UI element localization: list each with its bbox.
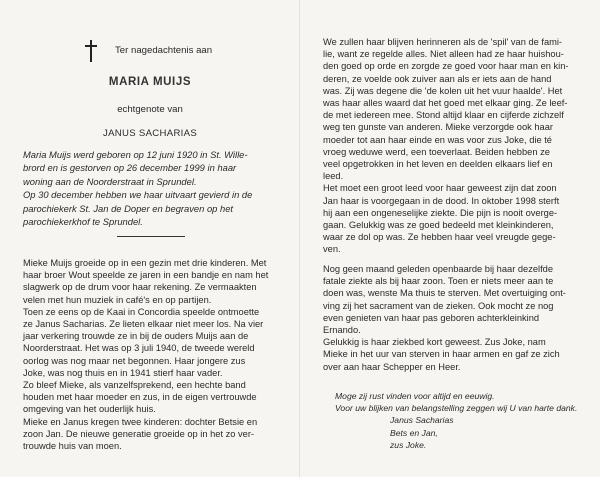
facts-line: parochiekerk St. Jan de Doper en begraven op het (23, 202, 234, 214)
biography-left (23, 257, 268, 452)
bio-line: fatale ziekte als bij haar zoon. Toen er niets meer aan te (323, 276, 554, 287)
bio-line: We zullen haar blijven herinneren als de 'spil' van de fami- (323, 37, 563, 47)
bio-line: ven. (323, 244, 341, 255)
memorial-intro: Ter nagedachtenis aan (115, 45, 213, 56)
deceased-name: MARIA MUIJS (108, 76, 192, 88)
bio-line: Gelukkig is haar ziekbed kort geweest. Zus Joke, nam (323, 337, 546, 348)
biography-right-2 (323, 263, 566, 373)
bio-line: over aan haar Schepper en Heer. (323, 361, 461, 372)
bio-line: vroeg weduwe werd, een toeverlaat. Beiden hebben ze (323, 146, 550, 157)
closing-line: Voor uw blijken van belangstelling zeggen wij U van harte dank. (335, 403, 578, 414)
bio-line: trouwde huis van moen. (23, 441, 122, 452)
bio-line: Mieke en Janus kregen twee kinderen: dochter Betsie en (23, 416, 258, 427)
bio-line: Het moet een groot leed voor haar geweest zijn dat zoon (323, 183, 557, 194)
bio-line: Jan haar is voorgegaan in de dood. In oktober 1998 sterft (323, 195, 560, 206)
facts-line: brord en is gestorven op 26 december 1999 in haar (23, 162, 237, 174)
signatory: zus Joke. (390, 439, 427, 450)
bio-line: Ernando. (323, 325, 361, 336)
bio-line: ze Janus Sacharias. Ze lieten elkaar niet meer los. Na vier (23, 319, 264, 330)
bio-line: Mieke Muijs groeide op in een gezin met drie kinderen. Met (23, 258, 267, 268)
facts-line: Maria Muijs werd geboren op 12 juni 1920 in St. Wille- (23, 149, 248, 160)
spouse-relation: echtgenote van (117, 104, 183, 115)
bio-line: haar broer Wout speelde ze jaren in een bandje en nam het (23, 270, 269, 281)
bio-line: Zo bleef Mieke, als vanzelfsprekend, een hechte band (23, 380, 246, 391)
biography-right-1 (323, 36, 569, 256)
facts-line: Op 30 december hebben we haar uitvaart gevierd in de (23, 189, 253, 201)
divider (117, 236, 185, 237)
bio-line: leed. (323, 171, 344, 182)
bio-line: hij aan een ongeneselijke ziekte. Die pijn is nooit overge- (323, 207, 558, 218)
life-facts (23, 148, 273, 228)
bio-line: Nog geen maand geleden openbaarde bij haar dezelfde (323, 264, 554, 274)
bio-line: even genieten van haar pas geboren achterkleinkind (323, 312, 540, 323)
spouse-name: JANUS SACHARIAS (102, 128, 198, 139)
bio-line: veel opgetrokken in het leven en deelden elkaars lief en (323, 159, 553, 170)
back-page (300, 0, 600, 477)
bio-line: gaan. Gelukkig was ze goed bedeeld met kleinkinderen, (323, 220, 554, 231)
bio-line: velen met hun muziek in café's en op partijen. (23, 294, 212, 305)
bio-line: Noorderstraat. Het was op 3 juli 1940, de tweede wereld (23, 343, 255, 354)
bio-line: deren, ze voelde ook zuiver aan als er iets aan de hand (323, 73, 552, 84)
bio-line: was. Zij was degene die 'de kolen uit het vuur haalde'. Het (323, 85, 563, 96)
facts-line: woning aan de Noorderstraat in Sprundel. (23, 175, 197, 187)
bio-line: Mieke in het uur van sterven in haar armen en gaf ze zich (323, 349, 560, 360)
bio-line: zoon Jan. De nieuwe generatie groeide op in het zo ver- (23, 428, 255, 439)
bio-line: slagwerk op de drum voor haar rekening. Ze vermaakten (23, 282, 257, 293)
bio-line: de met iedereen mee. Stond altijd klaar en cijferde zichzelf (323, 110, 564, 121)
bio-line: lie, want ze regelde alles. Niet alleen had ze haar huishou- (323, 49, 564, 60)
bio-line: doen was, wenste Ma thuis te sterven. Met overtuiging ont- (323, 288, 566, 299)
bio-line: ving zij het sacrament van de zieken. Ook mocht ze nog (323, 300, 554, 311)
closing-words (335, 390, 577, 451)
cross-icon (84, 40, 98, 62)
bio-line: moeder tot aan haar einde en was voor zus Joke, die té (323, 134, 552, 145)
bio-line: Joke, was nog thuis en in 1941 stierf haar vader. (23, 367, 223, 378)
closing-line: Moge zij rust vinden voor altijd en eeuwig. (335, 391, 495, 401)
bio-line: den goed op orde en zorgde ze goed voor haar man en kin- (323, 61, 569, 72)
bio-line: jaar verkering trouwde ze in bij de ouders Muijs aan de (23, 331, 249, 342)
bio-line: houden met haar moeder en zus, in de eigen vertrouwde (23, 392, 257, 403)
bio-line: weg ten gunste van anderen. Mieke verzorgde ook haar (323, 122, 553, 133)
bio-line: waar ze dol op was. Ze hebben haar veel vreugde gege- (323, 232, 556, 243)
bio-line: oorlog was nog maar net begonnen. Haar jongere zus (23, 355, 246, 366)
bio-line: omgeving van het ouderlijk huis. (23, 404, 156, 415)
signatory: Janus Sacharias (390, 415, 454, 426)
signatory: Bets en Jan, (390, 427, 438, 438)
facts-line: parochiekerkhof te Sprundel. (23, 216, 143, 228)
bio-line: was haar alles waard dat het goed met elkaar ging. Ze leef- (323, 98, 568, 109)
bio-line: Toen ze eens op de Kaai in Concordia speelde ontmoette (23, 306, 260, 317)
